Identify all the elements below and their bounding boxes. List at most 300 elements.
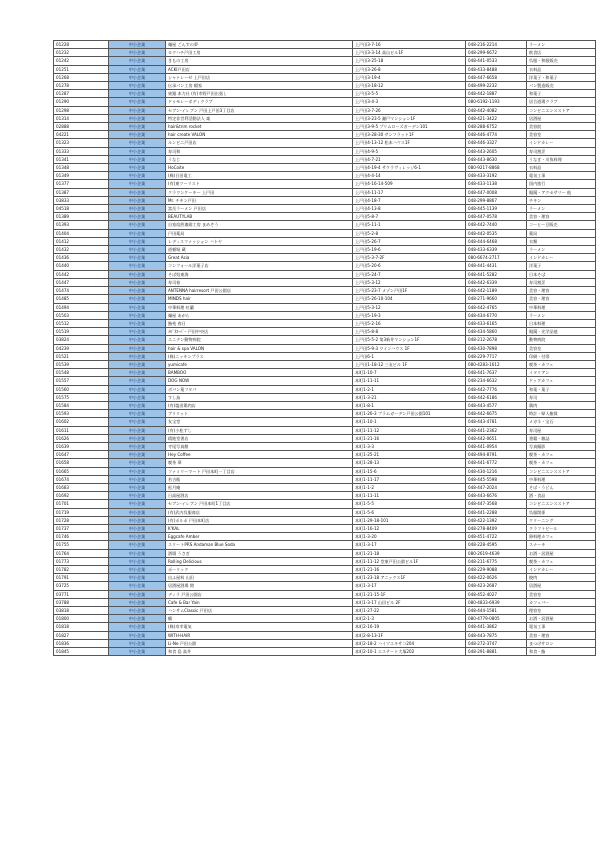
- address-cell: 本町1-11-17: [353, 475, 466, 483]
- address-cell: 本町1-15-6: [353, 467, 466, 475]
- address-cell: 上戸田3-3-14 高山ビル1F: [353, 49, 466, 57]
- table-row: [54, 57, 596, 65]
- address-cell: 上戸田4-18-7: [353, 196, 466, 204]
- phone-cell: 048-211-6775: [466, 557, 527, 565]
- store-id-cell: 03833: [54, 196, 109, 204]
- store-name-cell: ファミリーマート 戸田本町一丁目店: [166, 467, 353, 475]
- store-id-cell: 01503: [54, 311, 109, 319]
- store-id-cell: 01683: [54, 483, 109, 491]
- phone-cell: 048-212-2678: [466, 336, 527, 344]
- address-cell: 上戸田3-25-18: [353, 57, 466, 65]
- store-id-cell: 01251: [54, 65, 109, 73]
- address-cell: 上戸田3-26-8: [353, 65, 466, 73]
- table-row: [54, 377, 596, 385]
- store-name-cell: DOG NOW: [166, 377, 353, 385]
- phone-cell: 048-433-1138: [466, 180, 527, 188]
- table-row: [54, 442, 596, 450]
- category-cell: ラーメン: [527, 246, 596, 254]
- store-id-cell: 01639: [54, 442, 109, 450]
- table-row: [54, 516, 596, 524]
- address-cell: 上戸田5-3-12: [353, 303, 466, 311]
- table-row: [54, 278, 596, 286]
- business-type-cell: 中小企業: [109, 557, 166, 565]
- store-name-cell: Eggcafe Amber: [166, 533, 353, 541]
- store-id-cell: 04221: [54, 131, 109, 139]
- business-type-cell: 中小企業: [109, 106, 166, 114]
- store-id-cell: 01519: [54, 328, 109, 336]
- table-row: [54, 82, 596, 90]
- business-type-cell: 中小企業: [109, 451, 166, 459]
- business-type-cell: 中小企業: [109, 254, 166, 262]
- table-row: [54, 295, 596, 303]
- store-id-cell: 01791: [54, 574, 109, 582]
- category-cell: コーヒー豆販売: [527, 221, 596, 229]
- business-type-cell: 中小企業: [109, 65, 166, 73]
- store-id-cell: 01521: [54, 352, 109, 360]
- address-cell: 上戸田5-8-8: [353, 328, 466, 336]
- store-name-cell: 麺屋 あがら: [166, 311, 353, 319]
- table-row: [54, 549, 596, 557]
- address-cell: 上戸田5-5-2 第3新井マンション1F: [353, 336, 466, 344]
- business-type-cell: 中小企業: [109, 582, 166, 590]
- store-name-cell: ドゥモレーボディクラブ: [166, 98, 353, 106]
- store-name-cell: K'KAL: [166, 524, 353, 532]
- category-cell: ラーメン: [527, 41, 596, 49]
- category-cell: 喫茶・カフェ: [527, 557, 596, 565]
- address-cell: 本町1-3-21: [353, 393, 466, 401]
- store-id-cell: 01746: [54, 533, 109, 541]
- table-row: [54, 319, 596, 327]
- store-name-cell: 東銀 本力社 (有)市野戸田出張し: [166, 90, 353, 98]
- table-row: [54, 328, 596, 336]
- table-row: [54, 467, 596, 475]
- table-row: [54, 541, 596, 549]
- address-cell: 上戸田4-11-17: [353, 188, 466, 196]
- store-name-cell: (有)小松ずし: [166, 426, 353, 434]
- store-name-cell: 富岳ラーメン 戸田店: [166, 205, 353, 213]
- category-cell: ラーメン: [527, 205, 596, 213]
- category-cell: メガネ・宝石: [527, 418, 596, 426]
- store-id-cell: 03771: [54, 590, 109, 598]
- category-cell: カフェバー: [527, 598, 596, 606]
- store-name-cell: スリートPRS Andaman Blue Soda: [166, 541, 353, 549]
- phone-cell: 048-443-7875: [466, 631, 527, 639]
- phone-cell: 048-499-2232: [466, 82, 527, 90]
- table-row: [54, 459, 596, 467]
- store-name-cell: hair & spa VALON: [166, 344, 353, 352]
- phone-cell: 048-434-6770: [466, 311, 527, 319]
- address-cell: 本町1-21-18: [353, 549, 466, 557]
- store-list-table: [53, 40, 596, 656]
- address-cell: 上戸田5-3-12: [353, 278, 466, 286]
- table-row: [54, 401, 596, 409]
- table-row: [54, 615, 596, 623]
- store-id-cell: 03788: [54, 598, 109, 606]
- store-id-cell: 01728: [54, 516, 109, 524]
- address-cell: 本町1-16-12: [353, 524, 466, 532]
- phone-cell: 048-433-3192: [466, 172, 527, 180]
- phone-cell: 048-423-2687: [466, 582, 527, 590]
- category-cell: インドカレー: [527, 254, 596, 262]
- store-name-cell: 若吉飯: [166, 475, 353, 483]
- business-type-cell: 中小企業: [109, 295, 166, 303]
- store-id-cell: 01611: [54, 426, 109, 434]
- store-id-cell: 01228: [54, 41, 109, 49]
- address-cell: 本町1-5-6: [353, 508, 466, 516]
- table-row: [54, 434, 596, 442]
- address-cell: 本町2-18-2 ハイツエキサコ204: [353, 639, 466, 647]
- store-id-cell: 01377: [54, 180, 109, 188]
- store-id-cell: 01773: [54, 557, 109, 565]
- address-cell: 上戸田3-18-12: [353, 82, 466, 90]
- address-cell: 本町1-3-17: [353, 582, 466, 590]
- table-row: [54, 262, 596, 270]
- store-id-cell: 01539: [54, 360, 109, 368]
- phone-cell: 048-228-4595: [466, 541, 527, 549]
- store-list-sheet: [53, 40, 583, 656]
- business-type-cell: 中小企業: [109, 196, 166, 204]
- category-cell: チキン: [527, 196, 596, 204]
- phone-cell: 048-443-4781: [466, 418, 527, 426]
- phone-cell: 080-4833-6939: [466, 598, 527, 606]
- address-cell: 本町1-8-1: [353, 401, 466, 409]
- phone-cell: 048-442-6339: [466, 278, 527, 286]
- phone-cell: 048-430-1216: [466, 467, 527, 475]
- business-type-cell: 中小企業: [109, 648, 166, 656]
- store-name-cell: yumicafe: [166, 360, 353, 368]
- phone-cell: 048-216-2214: [466, 41, 527, 49]
- store-name-cell: エニデン動物病院: [166, 336, 353, 344]
- store-id-cell: 01442: [54, 270, 109, 278]
- address-cell: 上戸田4-7-21: [353, 155, 466, 163]
- store-name-cell: 道頓堀 蔵: [166, 246, 353, 254]
- store-id-cell: 01548: [54, 369, 109, 377]
- business-type-cell: 中小企業: [109, 344, 166, 352]
- category-cell: 呉服・和服販売: [527, 57, 596, 65]
- address-cell: 本町1-11-11: [353, 492, 466, 500]
- phone-cell: 080-2619-4639: [466, 549, 527, 557]
- phone-cell: 048-421-3422: [466, 114, 527, 122]
- business-type-cell: 中小企業: [109, 533, 166, 541]
- table-row: [54, 205, 596, 213]
- address-cell: 本町2-16-19: [353, 623, 466, 631]
- address-cell: 本町1-3-3: [353, 442, 466, 450]
- address-cell: 本町2-8-13-1F: [353, 631, 466, 639]
- store-name-cell: 松月庵: [166, 483, 353, 491]
- phone-cell: 048-272-3747: [466, 639, 527, 647]
- phone-cell: 048-494-8791: [466, 451, 527, 459]
- category-cell: インドカレー: [527, 566, 596, 574]
- table-row: [54, 49, 596, 57]
- address-cell: 上戸田3-9-5 プリムローズガーデン101: [353, 123, 466, 131]
- category-cell: インドカレー: [527, 139, 596, 147]
- store-name-cell: ポーリック: [166, 566, 353, 574]
- store-id-cell: 01674: [54, 475, 109, 483]
- address-cell: 上戸田4-13-12 松本ハウス1F: [353, 139, 466, 147]
- category-cell: コンビニエンスストア: [527, 106, 596, 114]
- table-row: [54, 155, 596, 163]
- table-row: [54, 221, 596, 229]
- table-row: [54, 164, 596, 172]
- category-cell: 眼鏡・アクセサリー 他: [527, 188, 596, 196]
- store-name-cell: (株)寿幸電気: [166, 623, 353, 631]
- phone-cell: 048-434-5860: [466, 328, 527, 336]
- store-id-cell: 01412: [54, 237, 109, 245]
- category-cell: 飲食店: [527, 49, 596, 57]
- phone-cell: 048-441-0533: [466, 57, 527, 65]
- address-cell: 上戸田4-13-8: [353, 205, 466, 213]
- store-id-cell: 01242: [54, 57, 109, 65]
- store-id-cell: 01764: [54, 549, 109, 557]
- category-cell: 衣料品: [527, 65, 596, 73]
- store-name-cell: クラウンケーキー 上戸田: [166, 188, 353, 196]
- store-id-cell: 01393: [54, 221, 109, 229]
- phone-cell: 048-229-9088: [466, 566, 527, 574]
- category-cell: 動物病院: [527, 336, 596, 344]
- table-row: [54, 524, 596, 532]
- phone-cell: 048-441-3862: [466, 623, 527, 631]
- store-id-cell: 01512: [54, 319, 109, 327]
- phone-cell: 048-299-6672: [466, 49, 527, 57]
- category-cell: 卵料理カフェ: [527, 533, 596, 541]
- category-cell: 薬局: [527, 229, 596, 237]
- business-type-cell: 中小企業: [109, 492, 166, 500]
- category-cell: 居酒屋: [527, 582, 596, 590]
- category-cell: 美容室: [527, 590, 596, 598]
- store-id-cell: 01387: [54, 188, 109, 196]
- table-row: [54, 41, 596, 49]
- category-cell: 写真撮影: [527, 442, 596, 450]
- address-cell: 上戸田4-19-4 サクラヴィレッジ6-1: [353, 164, 466, 172]
- address-cell: 本町1-3-17: [353, 541, 466, 549]
- category-cell: お酒・居酒屋: [527, 549, 596, 557]
- store-id-cell: 01349: [54, 172, 109, 180]
- store-id-cell: 01268: [54, 73, 109, 81]
- store-name-cell: 寿司和: [166, 147, 353, 155]
- business-type-cell: 中小企業: [109, 360, 166, 368]
- table-row: [54, 344, 596, 352]
- business-type-cell: 中小企業: [109, 615, 166, 623]
- business-type-cell: 中小企業: [109, 483, 166, 491]
- store-id-cell: 01737: [54, 524, 109, 532]
- table-row: [54, 533, 596, 541]
- table-row: [54, 582, 596, 590]
- store-name-cell: (有)塩田鶏肉店: [166, 401, 353, 409]
- table-row: [54, 196, 596, 204]
- store-name-cell: Rolling Delicious: [166, 557, 353, 565]
- table-row: [54, 648, 596, 656]
- address-cell: 上戸田5-11-1: [353, 221, 466, 229]
- phone-cell: 048-441-2288: [466, 508, 527, 516]
- phone-cell: 048-422-1392: [466, 516, 527, 524]
- store-id-cell: 01800: [54, 615, 109, 623]
- table-row: [54, 475, 596, 483]
- table-row: [54, 131, 596, 139]
- business-type-cell: 中小企業: [109, 385, 166, 393]
- store-id-cell: 01602: [54, 418, 109, 426]
- table-row: [54, 237, 596, 245]
- business-type-cell: 中小企業: [109, 426, 166, 434]
- business-type-cell: 中小企業: [109, 262, 166, 270]
- store-name-cell: Cafe & Bar Yain: [166, 598, 353, 606]
- table-row: [54, 557, 596, 565]
- business-type-cell: 中小企業: [109, 114, 166, 122]
- table-row: [54, 508, 596, 516]
- phone-cell: 048-442-7776: [466, 385, 527, 393]
- category-cell: 書籍・雑誌: [527, 434, 596, 442]
- table-row: [54, 623, 596, 631]
- address-cell: 本町1-3-20: [353, 533, 466, 541]
- phone-cell: 048-288-6752: [466, 123, 527, 131]
- store-name-cell: 出ふ屋料 山田: [166, 574, 353, 582]
- table-row: [54, 574, 596, 582]
- category-cell: 寿司割烹: [527, 147, 596, 155]
- store-name-cell: コンフォール洋菓子店: [166, 262, 353, 270]
- category-cell: 理容室: [527, 607, 596, 615]
- phone-cell: 048-442-6186: [466, 393, 527, 401]
- business-type-cell: 中小企業: [109, 49, 166, 57]
- store-name-cell: うなじ: [166, 155, 353, 163]
- business-type-cell: 中小企業: [109, 639, 166, 647]
- category-cell: まつげサロン: [527, 639, 596, 647]
- phone-cell: 048-451-4722: [466, 533, 527, 541]
- store-id-cell: 02888: [54, 123, 109, 131]
- store-name-cell: ANTENNA hairresort 戸田公園店: [166, 287, 353, 295]
- store-name-cell: 精進堂書店: [166, 434, 353, 442]
- category-cell: 美容院: [527, 123, 596, 131]
- category-cell: 電気工事: [527, 172, 596, 180]
- category-cell: 電気工事: [527, 623, 596, 631]
- store-name-cell: セブン-イレブン 戸田上戸田3丁目店: [166, 106, 353, 114]
- store-name-cell: 麺屋 ごんすの夢: [166, 41, 353, 49]
- phone-cell: 048-430-7898: [466, 344, 527, 352]
- business-type-cell: 中小企業: [109, 270, 166, 278]
- store-name-cell: hair&trim rocket: [166, 123, 353, 131]
- business-type-cell: 中小企業: [109, 41, 166, 49]
- phone-cell: 048-442-0651: [466, 434, 527, 442]
- table-row: [54, 631, 596, 639]
- phone-cell: 048-445-1139: [466, 205, 527, 213]
- store-name-cell: すし鳥: [166, 393, 353, 401]
- address-cell: 本町1-21-15-1F: [353, 590, 466, 598]
- category-cell: 居合道場クラブ: [527, 98, 596, 106]
- store-id-cell: 04239: [54, 344, 109, 352]
- store-name-cell: ルンビニ戸田店: [166, 139, 353, 147]
- table-row: [54, 639, 596, 647]
- phone-cell: 080-4283-1612: [466, 360, 527, 368]
- category-cell: 日本そば: [527, 270, 596, 278]
- store-id-cell: 01314: [54, 114, 109, 122]
- phone-cell: 048-441-5282: [466, 270, 527, 278]
- category-cell: 美容・理容: [527, 631, 596, 639]
- category-cell: 眼鏡・光学品他: [527, 328, 596, 336]
- category-cell: 和菓子: [527, 90, 596, 98]
- store-id-cell: 01626: [54, 434, 109, 442]
- store-name-cell: きもの工房: [166, 57, 353, 65]
- business-type-cell: 中小企業: [109, 180, 166, 188]
- category-cell: イタリアン: [527, 369, 596, 377]
- store-name-cell: 中華料理 紅蘭: [166, 303, 353, 311]
- address-cell: 本町1-3-17 山田ビル 2F: [353, 598, 466, 606]
- category-cell: スナーキ: [527, 541, 596, 549]
- category-cell: 美容・理容: [527, 295, 596, 303]
- business-type-cell: 中小企業: [109, 336, 166, 344]
- address-cell: 上戸田4-16-14-509: [353, 180, 466, 188]
- business-type-cell: 中小企業: [109, 303, 166, 311]
- table-row: [54, 426, 596, 434]
- business-type-cell: 中小企業: [109, 434, 166, 442]
- category-cell: そば・うどん: [527, 483, 596, 491]
- category-cell: 焼肉: [527, 574, 596, 582]
- store-name-cell: Hey Coffee: [166, 451, 353, 459]
- business-type-cell: 中小企業: [109, 82, 166, 90]
- store-id-cell: 01333: [54, 147, 109, 155]
- category-cell: 中華料理: [527, 475, 596, 483]
- business-type-cell: 中小企業: [109, 188, 166, 196]
- business-type-cell: 中小企業: [109, 311, 166, 319]
- business-type-cell: 中小企業: [109, 73, 166, 81]
- phone-cell: 048-441-0954: [466, 442, 527, 450]
- store-id-cell: 01440: [54, 262, 109, 270]
- business-type-cell: 中小企業: [109, 328, 166, 336]
- table-row: [54, 492, 596, 500]
- category-cell: お酒・居酒屋: [527, 615, 596, 623]
- store-name-cell: BEAUTYLAB: [166, 213, 353, 221]
- phone-cell: 048-278-8409: [466, 524, 527, 532]
- address-cell: 上戸田1-18-12 三友ビル 1F: [353, 360, 466, 368]
- phone-cell: 048-441-6772: [466, 459, 527, 467]
- address-cell: 上戸田5-20-6: [353, 262, 466, 270]
- phone-cell: 048-442-4082: [466, 106, 527, 114]
- store-id-cell: 01232: [54, 49, 109, 57]
- table-row: [54, 311, 596, 319]
- business-type-cell: 中小企業: [109, 221, 166, 229]
- business-type-cell: 中小企業: [109, 278, 166, 286]
- store-name-cell: MINDS hair: [166, 295, 353, 303]
- store-name-cell: ロクハチ戸田工房: [166, 49, 353, 57]
- store-name-cell: 居酒屋酒場 関: [166, 582, 353, 590]
- address-cell: 本町1-28-13: [353, 459, 466, 467]
- phone-cell: 048-447-2024: [466, 483, 527, 491]
- address-cell: 上戸田5-9-3 ワインハウス 1F: [353, 344, 466, 352]
- table-row: [54, 369, 596, 377]
- address-cell: 本町1-21-16: [353, 566, 466, 574]
- address-cell: 上戸田4-9-5: [353, 147, 466, 155]
- business-type-cell: 中小企業: [109, 237, 166, 245]
- table-row: [54, 106, 596, 114]
- store-name-cell: 寿司春: [166, 278, 353, 286]
- store-id-cell: 01404: [54, 229, 109, 237]
- address-cell: 本町1-11-12: [353, 426, 466, 434]
- business-type-cell: 中小企業: [109, 442, 166, 450]
- business-type-cell: 中小企業: [109, 90, 166, 98]
- address-cell: 本町2-10-1 エステート大塚202: [353, 648, 466, 656]
- business-type-cell: 中小企業: [109, 147, 166, 155]
- store-id-cell: 01560: [54, 385, 109, 393]
- address-cell: 上戸田5-23-7 メゾン戸田1F: [353, 287, 466, 295]
- phone-cell: 048-229-7717: [466, 352, 527, 360]
- address-cell: 本町1-25-21: [353, 451, 466, 459]
- table-row: [54, 483, 596, 491]
- store-name-cell: 喫茶 華: [166, 459, 353, 467]
- table-row: [54, 229, 596, 237]
- table-row: [54, 139, 596, 147]
- store-id-cell: 01701: [54, 500, 109, 508]
- store-id-cell: 01658: [54, 459, 109, 467]
- category-cell: うなぎ・川魚料理: [527, 155, 596, 163]
- category-cell: 喫茶・カフェ: [527, 459, 596, 467]
- store-id-cell: 03725: [54, 582, 109, 590]
